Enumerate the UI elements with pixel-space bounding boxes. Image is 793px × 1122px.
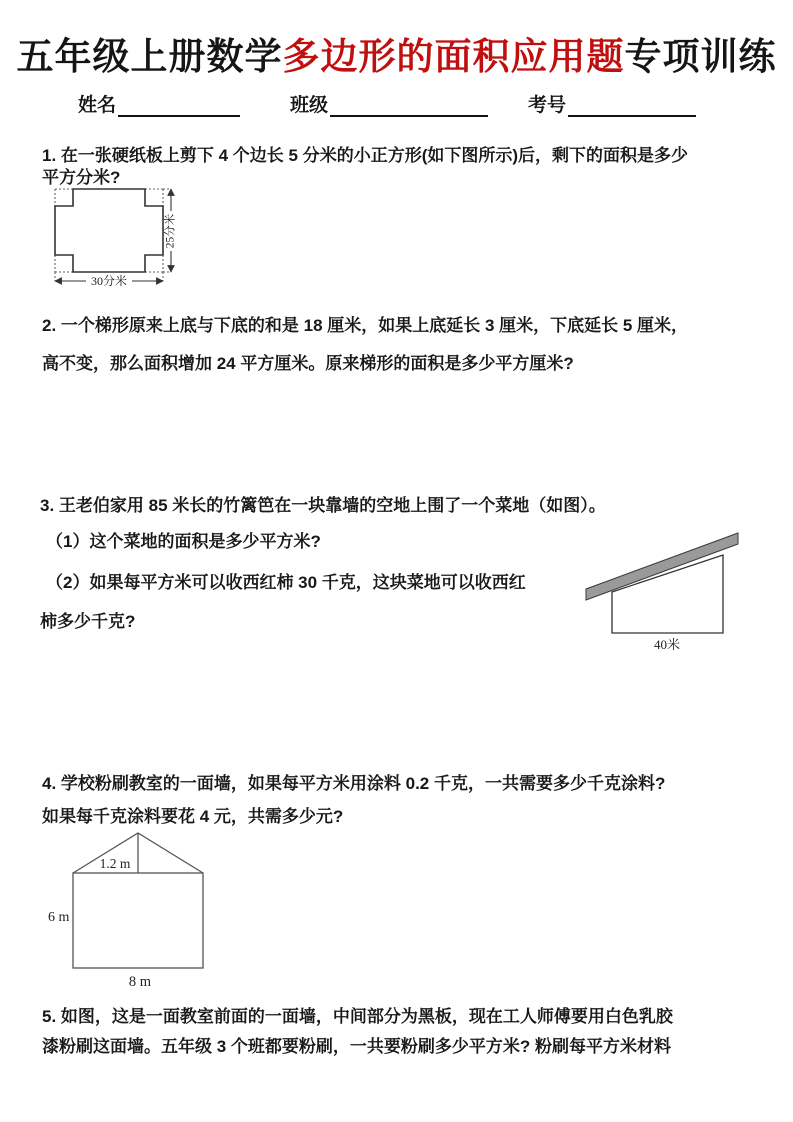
question-2-line-1: 2. 一个梯形原来上底与下底的和是 18 厘米，如果上底延长 3 厘米，下底延长 5 厘米， bbox=[42, 316, 689, 335]
wall-height-label: 6 m bbox=[48, 910, 70, 925]
title-black-left: 五年级上册数学 bbox=[16, 36, 283, 77]
wall-rectangle bbox=[73, 873, 203, 968]
question-3-line-1: 3. 王老伯家用 85 米长的竹篱笆在一块靠墙的空地上围了一个菜地（如图）。 bbox=[40, 496, 606, 515]
question-4-line-2: 如果每千克涂料要花 4 元，共需多少元? bbox=[42, 807, 344, 826]
question-1-line-1: 1. 在一张硬纸板上剪下 4 个边长 5 分米的小正方形(如下图所示)后，剩下的面积是多少 bbox=[42, 146, 689, 165]
roof-height-label: 1.2 m bbox=[99, 856, 131, 871]
class-label: 班级 bbox=[290, 95, 329, 116]
name-blank-line bbox=[118, 96, 240, 117]
name-label: 姓名 bbox=[78, 95, 117, 116]
question-5-line-2: 漆粉刷这面墙。五年级 3 个班都要粉刷，一共要粉刷多少平方米? 粉刷每平方米材料 bbox=[42, 1037, 672, 1056]
question-3-sub-1: （1）这个菜地的面积是多少平方米? bbox=[46, 532, 321, 551]
question-3-sub-2-line-1: （2）如果每平方米可以收西红柿 30 千克，这块菜地可以收西红 bbox=[46, 573, 526, 592]
remaining-shape-outline bbox=[55, 189, 163, 272]
exam-number-label: 考号 bbox=[528, 95, 567, 116]
garden-base-label: 40米 bbox=[653, 637, 681, 652]
q3-figure-garden bbox=[578, 528, 773, 660]
height-label: 25分米 bbox=[164, 213, 177, 249]
q4-figure-house-wall bbox=[45, 826, 220, 996]
question-1-line-2: 平方分米? bbox=[42, 168, 121, 187]
question-4-line-1: 4. 学校粉刷教室的一面墙，如果每平方米用涂料 0.2 千克，一共需要多少千克涂料? bbox=[42, 774, 666, 793]
name-field bbox=[78, 90, 240, 117]
title-black-right: 专项训练 bbox=[624, 36, 777, 77]
page-title bbox=[0, 26, 793, 80]
exam-number-field bbox=[528, 90, 696, 117]
title-red-middle: 多边形的面积应用题 bbox=[282, 36, 625, 77]
wall-width-label: 8 m bbox=[128, 974, 152, 990]
class-blank-line bbox=[330, 96, 488, 117]
width-label: 30分米 bbox=[90, 274, 128, 288]
question-3-sub-2-line-2: 柿多少千克? bbox=[40, 612, 136, 631]
exam-number-blank-line bbox=[568, 96, 696, 117]
class-field bbox=[290, 90, 488, 117]
question-5-line-1: 5. 如图，这是一面教室前面的一面墙，中间部分为黑板，现在工人师傅要用白色乳胶 bbox=[42, 1007, 673, 1026]
q1-figure-cardboard bbox=[54, 186, 194, 296]
question-2-line-2: 高不变，那么面积增加 24 平方厘米。原来梯形的面积是多少平方厘米? bbox=[42, 354, 574, 373]
